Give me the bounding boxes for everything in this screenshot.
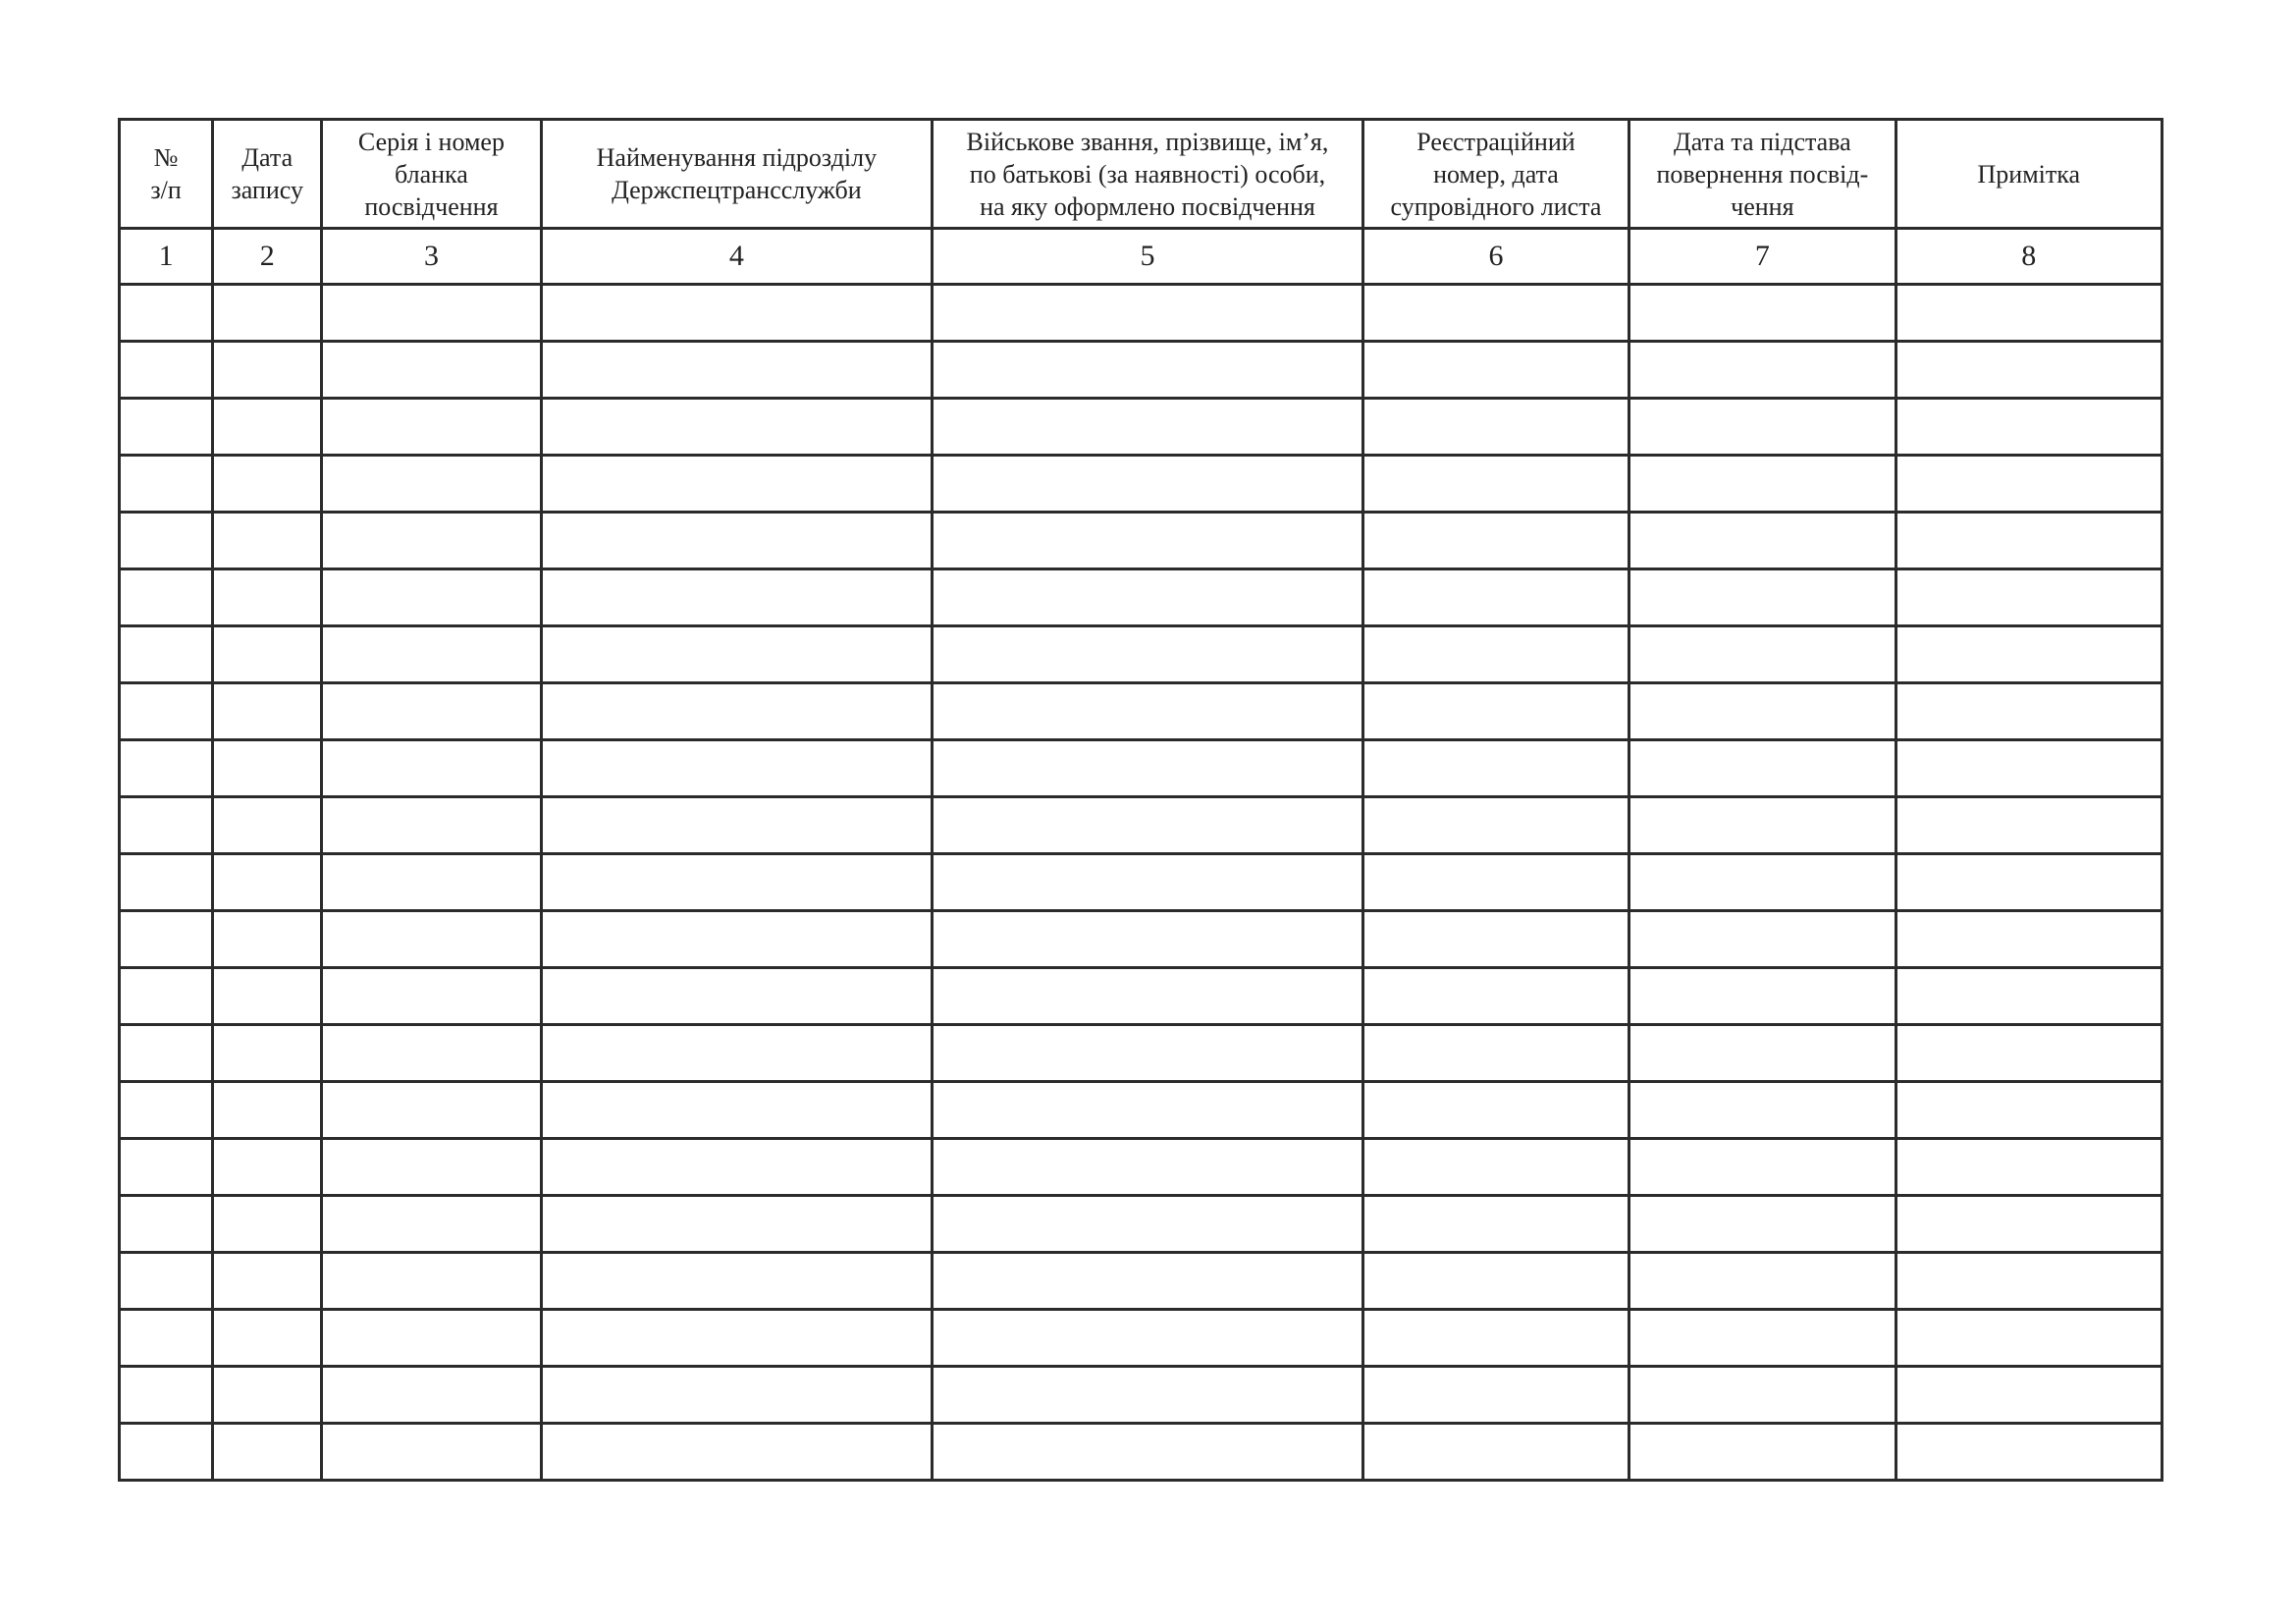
table-cell (541, 456, 933, 513)
table-cell (322, 1367, 541, 1424)
table-cell (213, 1196, 322, 1253)
table-cell (120, 399, 213, 456)
table-cell (322, 1424, 541, 1481)
table-cell (933, 1424, 1363, 1481)
table-cell (1896, 1196, 2162, 1253)
table-cell (1896, 399, 2162, 456)
table-cell (541, 513, 933, 569)
table-cell (120, 569, 213, 626)
table-cell (1362, 797, 1629, 854)
table-cell (322, 854, 541, 911)
table-cell (1629, 1025, 1896, 1082)
table-cell (120, 1310, 213, 1367)
table-cell (541, 1082, 933, 1139)
table-cell (322, 285, 541, 342)
table-cell (1896, 342, 2162, 399)
table-cell (933, 740, 1363, 797)
table-cell (1629, 1424, 1896, 1481)
table-cell (933, 513, 1363, 569)
table-cell (1629, 626, 1896, 683)
table-cell (1362, 683, 1629, 740)
table-cell (933, 1310, 1363, 1367)
table-cell (1362, 1082, 1629, 1139)
table-cell (1629, 342, 1896, 399)
table-cell (1362, 456, 1629, 513)
table-row (120, 1139, 2163, 1196)
table-cell (213, 285, 322, 342)
table-cell (120, 740, 213, 797)
table-row (120, 911, 2163, 968)
table-cell (541, 1310, 933, 1367)
table-cell (322, 513, 541, 569)
table-cell (213, 1082, 322, 1139)
table-cell (213, 740, 322, 797)
table-row (120, 797, 2163, 854)
table-cell (1896, 854, 2162, 911)
column-number: 3 (322, 229, 541, 285)
table-cell (213, 1424, 322, 1481)
table-cell (1896, 569, 2162, 626)
table-cell (933, 1082, 1363, 1139)
table-cell (541, 740, 933, 797)
table-cell (541, 968, 933, 1025)
table-cell (120, 285, 213, 342)
table-cell (213, 1253, 322, 1310)
table-row (120, 1367, 2163, 1424)
header-label: Реєстраційний номер, дата супровідного листа (1390, 127, 1602, 221)
table-cell (1896, 1310, 2162, 1367)
table-cell (1362, 740, 1629, 797)
table-cell (120, 1424, 213, 1481)
table-cell (322, 1253, 541, 1310)
table-cell (322, 1139, 541, 1196)
table-cell (933, 1253, 1363, 1310)
table-cell (541, 569, 933, 626)
column-number: 1 (120, 229, 213, 285)
table-row (120, 1310, 2163, 1367)
table-row (120, 399, 2163, 456)
table-cell (1362, 968, 1629, 1025)
table-cell (541, 1367, 933, 1424)
table-cell (1896, 740, 2162, 797)
table-cell (120, 1082, 213, 1139)
table-cell (120, 1025, 213, 1082)
table-cell (213, 342, 322, 399)
table-cell (541, 854, 933, 911)
table-cell (213, 399, 322, 456)
table-cell (322, 342, 541, 399)
table-cell (541, 1196, 933, 1253)
table-cell (322, 456, 541, 513)
table-cell (1629, 740, 1896, 797)
table-cell (933, 456, 1363, 513)
table-cell (1629, 854, 1896, 911)
table-cell (322, 740, 541, 797)
column-number: 7 (1629, 229, 1896, 285)
table-cell (120, 683, 213, 740)
table-cell (933, 797, 1363, 854)
table-cell (1629, 399, 1896, 456)
header-row (120, 120, 2163, 229)
header-label: Дата запису (231, 143, 303, 204)
table-cell (322, 797, 541, 854)
table-cell (1629, 968, 1896, 1025)
table-cell (1629, 1082, 1896, 1139)
table-row (120, 626, 2163, 683)
table-cell (120, 854, 213, 911)
table-cell (1896, 1139, 2162, 1196)
table-cell (933, 1139, 1363, 1196)
table-row (120, 285, 2163, 342)
table-cell (1896, 797, 2162, 854)
register-table (118, 118, 2163, 1482)
table-row (120, 740, 2163, 797)
table-cell (1629, 1253, 1896, 1310)
table-cell (322, 1310, 541, 1367)
table-cell (933, 569, 1363, 626)
table-cell (933, 626, 1363, 683)
table-cell (1896, 1082, 2162, 1139)
table-cell (1896, 968, 2162, 1025)
table-row (120, 456, 2163, 513)
table-cell (120, 1139, 213, 1196)
table-cell (541, 911, 933, 968)
table-cell (120, 1253, 213, 1310)
table-cell (322, 911, 541, 968)
table-cell (120, 456, 213, 513)
table-cell (1362, 1367, 1629, 1424)
table-cell (120, 1367, 213, 1424)
table-cell (213, 456, 322, 513)
table-cell (1896, 1253, 2162, 1310)
column-number: 8 (1896, 229, 2162, 285)
table-cell (541, 1025, 933, 1082)
table-cell (541, 626, 933, 683)
table-cell (1896, 1367, 2162, 1424)
table-cell (1362, 342, 1629, 399)
table-cell (933, 285, 1363, 342)
table-cell (1896, 456, 2162, 513)
table-cell (1629, 285, 1896, 342)
header-label: № з/п (150, 143, 182, 204)
table-cell (541, 683, 933, 740)
table-cell (541, 1424, 933, 1481)
table-row (120, 1196, 2163, 1253)
table-cell (1896, 513, 2162, 569)
table-cell (541, 285, 933, 342)
table-cell (1629, 683, 1896, 740)
table-row (120, 1424, 2163, 1481)
table-cell (1362, 285, 1629, 342)
table-cell (541, 399, 933, 456)
column-number: 4 (541, 229, 933, 285)
table-cell (1362, 1025, 1629, 1082)
table-cell (1629, 1367, 1896, 1424)
table-cell (1896, 911, 2162, 968)
table-row (120, 342, 2163, 399)
header-label: Примітка (1977, 159, 2081, 189)
header-cell-number (120, 120, 213, 229)
table-cell (933, 854, 1363, 911)
table-cell (1362, 1310, 1629, 1367)
table-cell (120, 513, 213, 569)
table-cell (1629, 513, 1896, 569)
table-cell (933, 1196, 1363, 1253)
table-cell (1629, 456, 1896, 513)
table-cell (1362, 1139, 1629, 1196)
header-cell-note (1896, 120, 2162, 229)
table-cell (120, 911, 213, 968)
table-cell (933, 968, 1363, 1025)
table-cell (120, 968, 213, 1025)
table-row (120, 1082, 2163, 1139)
header-label: Найменування підрозділу Держспецтрансслужби (596, 143, 878, 204)
table-cell (1896, 1025, 2162, 1082)
table-cell (213, 569, 322, 626)
header-cell-person (933, 120, 1363, 229)
table-row (120, 513, 2163, 569)
table-cell (1629, 797, 1896, 854)
table-cell (322, 626, 541, 683)
table-cell (322, 968, 541, 1025)
table-row (120, 1253, 2163, 1310)
table-cell (1362, 399, 1629, 456)
header-label: Серія і номер бланка посвідчення (357, 127, 505, 221)
table-cell (541, 1139, 933, 1196)
table-row (120, 968, 2163, 1025)
header-cell-unit-name (541, 120, 933, 229)
table-cell (213, 911, 322, 968)
table-cell (1896, 1424, 2162, 1481)
table-cell (1629, 569, 1896, 626)
table-cell (541, 797, 933, 854)
table-cell (213, 968, 322, 1025)
table-row (120, 683, 2163, 740)
table-cell (933, 911, 1363, 968)
header-cell-series-number (322, 120, 541, 229)
table-cell (541, 342, 933, 399)
column-number-row (120, 229, 2163, 285)
table-cell (213, 1310, 322, 1367)
table-cell (933, 1367, 1363, 1424)
header-cell-return (1629, 120, 1896, 229)
table-cell (1629, 1310, 1896, 1367)
table-cell (322, 683, 541, 740)
table-cell (541, 1253, 933, 1310)
table-row (120, 569, 2163, 626)
table-cell (322, 1196, 541, 1253)
table-cell (1896, 285, 2162, 342)
table-cell (213, 626, 322, 683)
table-cell (213, 1139, 322, 1196)
table-cell (1629, 1196, 1896, 1253)
table-cell (1362, 911, 1629, 968)
table-cell (322, 569, 541, 626)
table-cell (1629, 1139, 1896, 1196)
header-label: Військове звання, прізвище, ім’я, по батькові (за наявності) особи, на яку оформлено посвідчення (966, 127, 1329, 221)
table-cell (1362, 513, 1629, 569)
table-cell (933, 1025, 1363, 1082)
table-cell (213, 854, 322, 911)
header-label: Дата та підстава повернення посвід- чення (1656, 127, 1869, 221)
table-row (120, 854, 2163, 911)
table-row (120, 1025, 2163, 1082)
table-cell (120, 342, 213, 399)
table-cell (213, 1025, 322, 1082)
table-cell (933, 683, 1363, 740)
table-cell (213, 1367, 322, 1424)
table-cell (1896, 683, 2162, 740)
table-cell (933, 399, 1363, 456)
table-cell (933, 342, 1363, 399)
table-cell (322, 1025, 541, 1082)
table-cell (1362, 626, 1629, 683)
table-cell (120, 1196, 213, 1253)
table-body (120, 285, 2163, 1481)
table-cell (1362, 1424, 1629, 1481)
table-cell (1629, 911, 1896, 968)
table-cell (120, 797, 213, 854)
table-cell (213, 683, 322, 740)
table-cell (322, 399, 541, 456)
table-cell (1362, 854, 1629, 911)
table-cell (213, 513, 322, 569)
header-cell-registration (1362, 120, 1629, 229)
header-cell-entry-date (213, 120, 322, 229)
column-number: 6 (1362, 229, 1629, 285)
column-number: 5 (933, 229, 1363, 285)
table-cell (1362, 569, 1629, 626)
table-cell (213, 797, 322, 854)
table-cell (1362, 1196, 1629, 1253)
column-number: 2 (213, 229, 322, 285)
table-cell (322, 1082, 541, 1139)
table-cell (120, 626, 213, 683)
table-cell (1362, 1253, 1629, 1310)
table-cell (1896, 626, 2162, 683)
